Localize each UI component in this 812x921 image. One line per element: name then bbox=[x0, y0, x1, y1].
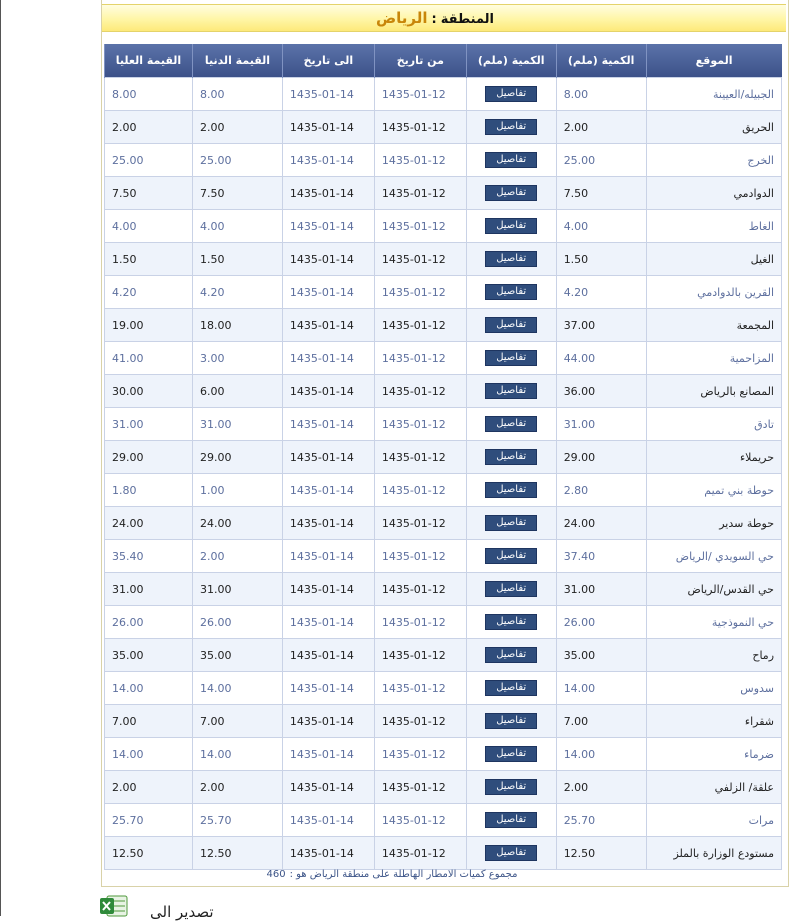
cell-min-value: 7.50 bbox=[192, 177, 282, 210]
cell-min-value: 1.00 bbox=[192, 474, 282, 507]
header-site[interactable]: الموقع bbox=[646, 44, 781, 78]
cell-amount: 31.00 bbox=[556, 408, 646, 441]
cell-max-value: 41.00 bbox=[105, 342, 193, 375]
cell-from-date: 1435-01-12 bbox=[374, 144, 466, 177]
details-button[interactable]: تفاصيل bbox=[485, 185, 537, 201]
cell-site: علقة/ الزلفي bbox=[646, 771, 781, 804]
cell-from-date: 1435-01-12 bbox=[374, 342, 466, 375]
cell-amount: 29.00 bbox=[556, 441, 646, 474]
details-button[interactable]: تفاصيل bbox=[485, 251, 537, 267]
cell-amount: 14.00 bbox=[556, 672, 646, 705]
cell-site: سدوس bbox=[646, 672, 781, 705]
cell-site: الغاط bbox=[646, 210, 781, 243]
cell-site: حوطة سدير bbox=[646, 507, 781, 540]
region-value: الرياض bbox=[375, 9, 428, 27]
cell-details bbox=[466, 243, 556, 276]
cell-details bbox=[466, 276, 556, 309]
cell-amount: 44.00 bbox=[556, 342, 646, 375]
table-row bbox=[105, 276, 782, 309]
table-row bbox=[105, 606, 782, 639]
table-row bbox=[105, 705, 782, 738]
cell-min-value: 1.50 bbox=[192, 243, 282, 276]
cell-min-value: 12.50 bbox=[192, 837, 282, 870]
cell-from-date: 1435-01-12 bbox=[374, 408, 466, 441]
details-button[interactable]: تفاصيل bbox=[485, 845, 537, 861]
table-row bbox=[105, 342, 782, 375]
cell-amount: 35.00 bbox=[556, 639, 646, 672]
cell-details bbox=[466, 408, 556, 441]
details-button[interactable]: تفاصيل bbox=[485, 449, 537, 465]
cell-max-value: 14.00 bbox=[105, 672, 193, 705]
cell-site: شقراء bbox=[646, 705, 781, 738]
cell-site: المزاحمية bbox=[646, 342, 781, 375]
table-row bbox=[105, 243, 782, 276]
header-amount[interactable]: الكمية (ملم) bbox=[556, 44, 646, 78]
table-header-row bbox=[105, 44, 782, 78]
cell-max-value: 8.00 bbox=[105, 78, 193, 111]
table-row bbox=[105, 507, 782, 540]
cell-site: الحريق bbox=[646, 111, 781, 144]
cell-amount: 8.00 bbox=[556, 78, 646, 111]
cell-min-value: 25.00 bbox=[192, 144, 282, 177]
cell-to-date: 1435-01-14 bbox=[282, 111, 374, 144]
cell-from-date: 1435-01-12 bbox=[374, 771, 466, 804]
region-bar bbox=[102, 4, 786, 32]
cell-site: المصانع بالرياض bbox=[646, 375, 781, 408]
cell-to-date: 1435-01-14 bbox=[282, 210, 374, 243]
details-button[interactable]: تفاصيل bbox=[485, 614, 537, 630]
cell-details bbox=[466, 474, 556, 507]
cell-max-value: 7.00 bbox=[105, 705, 193, 738]
region-label: المنطقة bbox=[440, 12, 494, 27]
cell-to-date: 1435-01-14 bbox=[282, 342, 374, 375]
cell-from-date: 1435-01-12 bbox=[374, 309, 466, 342]
table-row bbox=[105, 177, 782, 210]
cell-to-date: 1435-01-14 bbox=[282, 738, 374, 771]
cell-to-date: 1435-01-14 bbox=[282, 408, 374, 441]
cell-to-date: 1435-01-14 bbox=[282, 276, 374, 309]
cell-to-date: 1435-01-14 bbox=[282, 705, 374, 738]
cell-from-date: 1435-01-12 bbox=[374, 507, 466, 540]
cell-site: ضرماء bbox=[646, 738, 781, 771]
cell-max-value: 2.00 bbox=[105, 771, 193, 804]
rainfall-table bbox=[104, 44, 782, 870]
cell-details bbox=[466, 639, 556, 672]
cell-to-date: 1435-01-14 bbox=[282, 573, 374, 606]
cell-details bbox=[466, 111, 556, 144]
export-label[interactable]: تصدير الى bbox=[150, 903, 214, 921]
details-button[interactable]: تفاصيل bbox=[485, 416, 537, 432]
cell-details bbox=[466, 705, 556, 738]
cell-min-value: 18.00 bbox=[192, 309, 282, 342]
cell-site: حي السويدي /الرياض bbox=[646, 540, 781, 573]
cell-to-date: 1435-01-14 bbox=[282, 375, 374, 408]
cell-min-value: 31.00 bbox=[192, 408, 282, 441]
table-row bbox=[105, 441, 782, 474]
cell-to-date: 1435-01-14 bbox=[282, 507, 374, 540]
table-row bbox=[105, 78, 782, 111]
cell-site: القرين بالدوادمي bbox=[646, 276, 781, 309]
cell-min-value: 4.20 bbox=[192, 276, 282, 309]
cell-to-date: 1435-01-14 bbox=[282, 177, 374, 210]
cell-max-value: 14.00 bbox=[105, 738, 193, 771]
details-button[interactable]: تفاصيل bbox=[485, 119, 537, 135]
details-button[interactable]: تفاصيل bbox=[485, 482, 537, 498]
details-button[interactable]: تفاصيل bbox=[485, 515, 537, 531]
cell-amount: 36.00 bbox=[556, 375, 646, 408]
details-button[interactable]: تفاصيل bbox=[485, 779, 537, 795]
details-button[interactable]: تفاصيل bbox=[485, 581, 537, 597]
cell-amount: 1.50 bbox=[556, 243, 646, 276]
cell-max-value: 7.50 bbox=[105, 177, 193, 210]
cell-site: الخرج bbox=[646, 144, 781, 177]
total-value: 460 bbox=[266, 869, 286, 880]
cell-to-date: 1435-01-14 bbox=[282, 474, 374, 507]
cell-details bbox=[466, 738, 556, 771]
cell-site: حي النموذجية bbox=[646, 606, 781, 639]
cell-details bbox=[466, 837, 556, 870]
cell-min-value: 24.00 bbox=[192, 507, 282, 540]
cell-max-value: 31.00 bbox=[105, 408, 193, 441]
cell-amount: 2.00 bbox=[556, 111, 646, 144]
cell-site: حريملاء bbox=[646, 441, 781, 474]
cell-min-value: 31.00 bbox=[192, 573, 282, 606]
cell-from-date: 1435-01-12 bbox=[374, 441, 466, 474]
cell-max-value: 25.70 bbox=[105, 804, 193, 837]
cell-from-date: 1435-01-12 bbox=[374, 276, 466, 309]
header-to-date[interactable]: الى تاريخ bbox=[282, 44, 374, 78]
cell-min-value: 8.00 bbox=[192, 78, 282, 111]
cell-details bbox=[466, 507, 556, 540]
cell-min-value: 25.70 bbox=[192, 804, 282, 837]
details-button[interactable]: تفاصيل bbox=[485, 548, 537, 564]
cell-from-date: 1435-01-12 bbox=[374, 573, 466, 606]
cell-from-date: 1435-01-12 bbox=[374, 606, 466, 639]
cell-details bbox=[466, 573, 556, 606]
cell-max-value: 4.00 bbox=[105, 210, 193, 243]
cell-site: الغيل bbox=[646, 243, 781, 276]
cell-from-date: 1435-01-12 bbox=[374, 210, 466, 243]
cell-to-date: 1435-01-14 bbox=[282, 243, 374, 276]
cell-amount: 37.00 bbox=[556, 309, 646, 342]
cell-from-date: 1435-01-12 bbox=[374, 474, 466, 507]
header-amount-details[interactable]: الكمية (ملم) bbox=[466, 44, 556, 78]
cell-to-date: 1435-01-14 bbox=[282, 78, 374, 111]
cell-to-date: 1435-01-14 bbox=[282, 837, 374, 870]
cell-to-date: 1435-01-14 bbox=[282, 771, 374, 804]
details-button[interactable]: تفاصيل bbox=[485, 713, 537, 729]
cell-details bbox=[466, 177, 556, 210]
details-button[interactable]: تفاصيل bbox=[485, 218, 537, 234]
table-row bbox=[105, 837, 782, 870]
cell-site: مرات bbox=[646, 804, 781, 837]
table-row bbox=[105, 573, 782, 606]
cell-min-value: 14.00 bbox=[192, 738, 282, 771]
cell-from-date: 1435-01-12 bbox=[374, 705, 466, 738]
details-button[interactable]: تفاصيل bbox=[485, 350, 537, 366]
cell-site: حي القدس/الرياض bbox=[646, 573, 781, 606]
table-row bbox=[105, 672, 782, 705]
cell-min-value: 2.00 bbox=[192, 111, 282, 144]
cell-from-date: 1435-01-12 bbox=[374, 639, 466, 672]
total-summary bbox=[102, 869, 682, 880]
table-row bbox=[105, 375, 782, 408]
cell-max-value: 4.20 bbox=[105, 276, 193, 309]
table-row bbox=[105, 111, 782, 144]
cell-from-date: 1435-01-12 bbox=[374, 837, 466, 870]
cell-min-value: 6.00 bbox=[192, 375, 282, 408]
cell-min-value: 35.00 bbox=[192, 639, 282, 672]
cell-details bbox=[466, 144, 556, 177]
header-max-value[interactable]: القيمة العليا bbox=[105, 44, 193, 78]
cell-details bbox=[466, 309, 556, 342]
cell-site: حوطة بني تميم bbox=[646, 474, 781, 507]
cell-amount: 31.00 bbox=[556, 573, 646, 606]
cell-details bbox=[466, 78, 556, 111]
cell-details bbox=[466, 441, 556, 474]
left-divider bbox=[0, 0, 1, 916]
cell-from-date: 1435-01-12 bbox=[374, 177, 466, 210]
details-button[interactable]: تفاصيل bbox=[485, 86, 537, 102]
cell-min-value: 3.00 bbox=[192, 342, 282, 375]
table-row bbox=[105, 210, 782, 243]
header-from-date[interactable]: من تاريخ bbox=[374, 44, 466, 78]
details-button[interactable]: تفاصيل bbox=[485, 284, 537, 300]
cell-site: المجمعة bbox=[646, 309, 781, 342]
table-row bbox=[105, 408, 782, 441]
table-row bbox=[105, 144, 782, 177]
cell-max-value: 29.00 bbox=[105, 441, 193, 474]
table-row bbox=[105, 639, 782, 672]
excel-icon[interactable] bbox=[99, 895, 129, 917]
cell-to-date: 1435-01-14 bbox=[282, 639, 374, 672]
cell-site: الدوادمي bbox=[646, 177, 781, 210]
cell-from-date: 1435-01-12 bbox=[374, 243, 466, 276]
cell-to-date: 1435-01-14 bbox=[282, 441, 374, 474]
cell-from-date: 1435-01-12 bbox=[374, 375, 466, 408]
header-min-value[interactable]: القيمة الدنيا bbox=[192, 44, 282, 78]
cell-min-value: 29.00 bbox=[192, 441, 282, 474]
cell-amount: 25.00 bbox=[556, 144, 646, 177]
cell-details bbox=[466, 672, 556, 705]
details-button[interactable]: تفاصيل bbox=[485, 812, 537, 828]
cell-from-date: 1435-01-12 bbox=[374, 78, 466, 111]
region-colon: : bbox=[431, 12, 437, 27]
cell-max-value: 19.00 bbox=[105, 309, 193, 342]
cell-details bbox=[466, 804, 556, 837]
details-button[interactable]: تفاصيل bbox=[485, 680, 537, 696]
cell-max-value: 1.50 bbox=[105, 243, 193, 276]
cell-to-date: 1435-01-14 bbox=[282, 309, 374, 342]
cell-to-date: 1435-01-14 bbox=[282, 672, 374, 705]
cell-max-value: 35.00 bbox=[105, 639, 193, 672]
cell-details bbox=[466, 375, 556, 408]
cell-from-date: 1435-01-12 bbox=[374, 540, 466, 573]
cell-min-value: 26.00 bbox=[192, 606, 282, 639]
cell-amount: 7.50 bbox=[556, 177, 646, 210]
table-row bbox=[105, 804, 782, 837]
cell-to-date: 1435-01-14 bbox=[282, 804, 374, 837]
cell-from-date: 1435-01-12 bbox=[374, 111, 466, 144]
cell-amount: 14.00 bbox=[556, 738, 646, 771]
cell-amount: 7.00 bbox=[556, 705, 646, 738]
table-row bbox=[105, 771, 782, 804]
cell-from-date: 1435-01-12 bbox=[374, 672, 466, 705]
cell-details bbox=[466, 606, 556, 639]
cell-details bbox=[466, 540, 556, 573]
cell-site: مستودع الوزارة بالملز bbox=[646, 837, 781, 870]
cell-to-date: 1435-01-14 bbox=[282, 606, 374, 639]
cell-max-value: 24.00 bbox=[105, 507, 193, 540]
cell-min-value: 7.00 bbox=[192, 705, 282, 738]
cell-amount: 25.70 bbox=[556, 804, 646, 837]
cell-max-value: 25.00 bbox=[105, 144, 193, 177]
cell-max-value: 1.80 bbox=[105, 474, 193, 507]
details-button[interactable]: تفاصيل bbox=[485, 152, 537, 168]
cell-min-value: 4.00 bbox=[192, 210, 282, 243]
table-row bbox=[105, 738, 782, 771]
cell-amount: 4.20 bbox=[556, 276, 646, 309]
cell-site: تادق bbox=[646, 408, 781, 441]
details-button[interactable]: تفاصيل bbox=[485, 746, 537, 762]
cell-amount: 4.00 bbox=[556, 210, 646, 243]
table-row bbox=[105, 474, 782, 507]
cell-max-value: 35.40 bbox=[105, 540, 193, 573]
cell-min-value: 14.00 bbox=[192, 672, 282, 705]
total-text: مجموع كميات الامطار الهاطلة على منطقة الرياض هو : bbox=[289, 869, 518, 880]
details-button[interactable]: تفاصيل bbox=[485, 317, 537, 333]
cell-max-value: 2.00 bbox=[105, 111, 193, 144]
cell-amount: 37.40 bbox=[556, 540, 646, 573]
cell-amount: 2.80 bbox=[556, 474, 646, 507]
cell-site: رماح bbox=[646, 639, 781, 672]
cell-max-value: 30.00 bbox=[105, 375, 193, 408]
cell-details bbox=[466, 342, 556, 375]
table-row bbox=[105, 540, 782, 573]
cell-max-value: 26.00 bbox=[105, 606, 193, 639]
cell-to-date: 1435-01-14 bbox=[282, 144, 374, 177]
cell-to-date: 1435-01-14 bbox=[282, 540, 374, 573]
cell-details bbox=[466, 771, 556, 804]
cell-site: الجبيله/العيينة bbox=[646, 78, 781, 111]
cell-from-date: 1435-01-12 bbox=[374, 738, 466, 771]
cell-min-value: 2.00 bbox=[192, 540, 282, 573]
cell-amount: 2.00 bbox=[556, 771, 646, 804]
cell-max-value: 31.00 bbox=[105, 573, 193, 606]
cell-amount: 12.50 bbox=[556, 837, 646, 870]
cell-min-value: 2.00 bbox=[192, 771, 282, 804]
table-row bbox=[105, 309, 782, 342]
cell-max-value: 12.50 bbox=[105, 837, 193, 870]
cell-amount: 26.00 bbox=[556, 606, 646, 639]
cell-details bbox=[466, 210, 556, 243]
cell-from-date: 1435-01-12 bbox=[374, 804, 466, 837]
details-button[interactable]: تفاصيل bbox=[485, 383, 537, 399]
details-button[interactable]: تفاصيل bbox=[485, 647, 537, 663]
cell-amount: 24.00 bbox=[556, 507, 646, 540]
